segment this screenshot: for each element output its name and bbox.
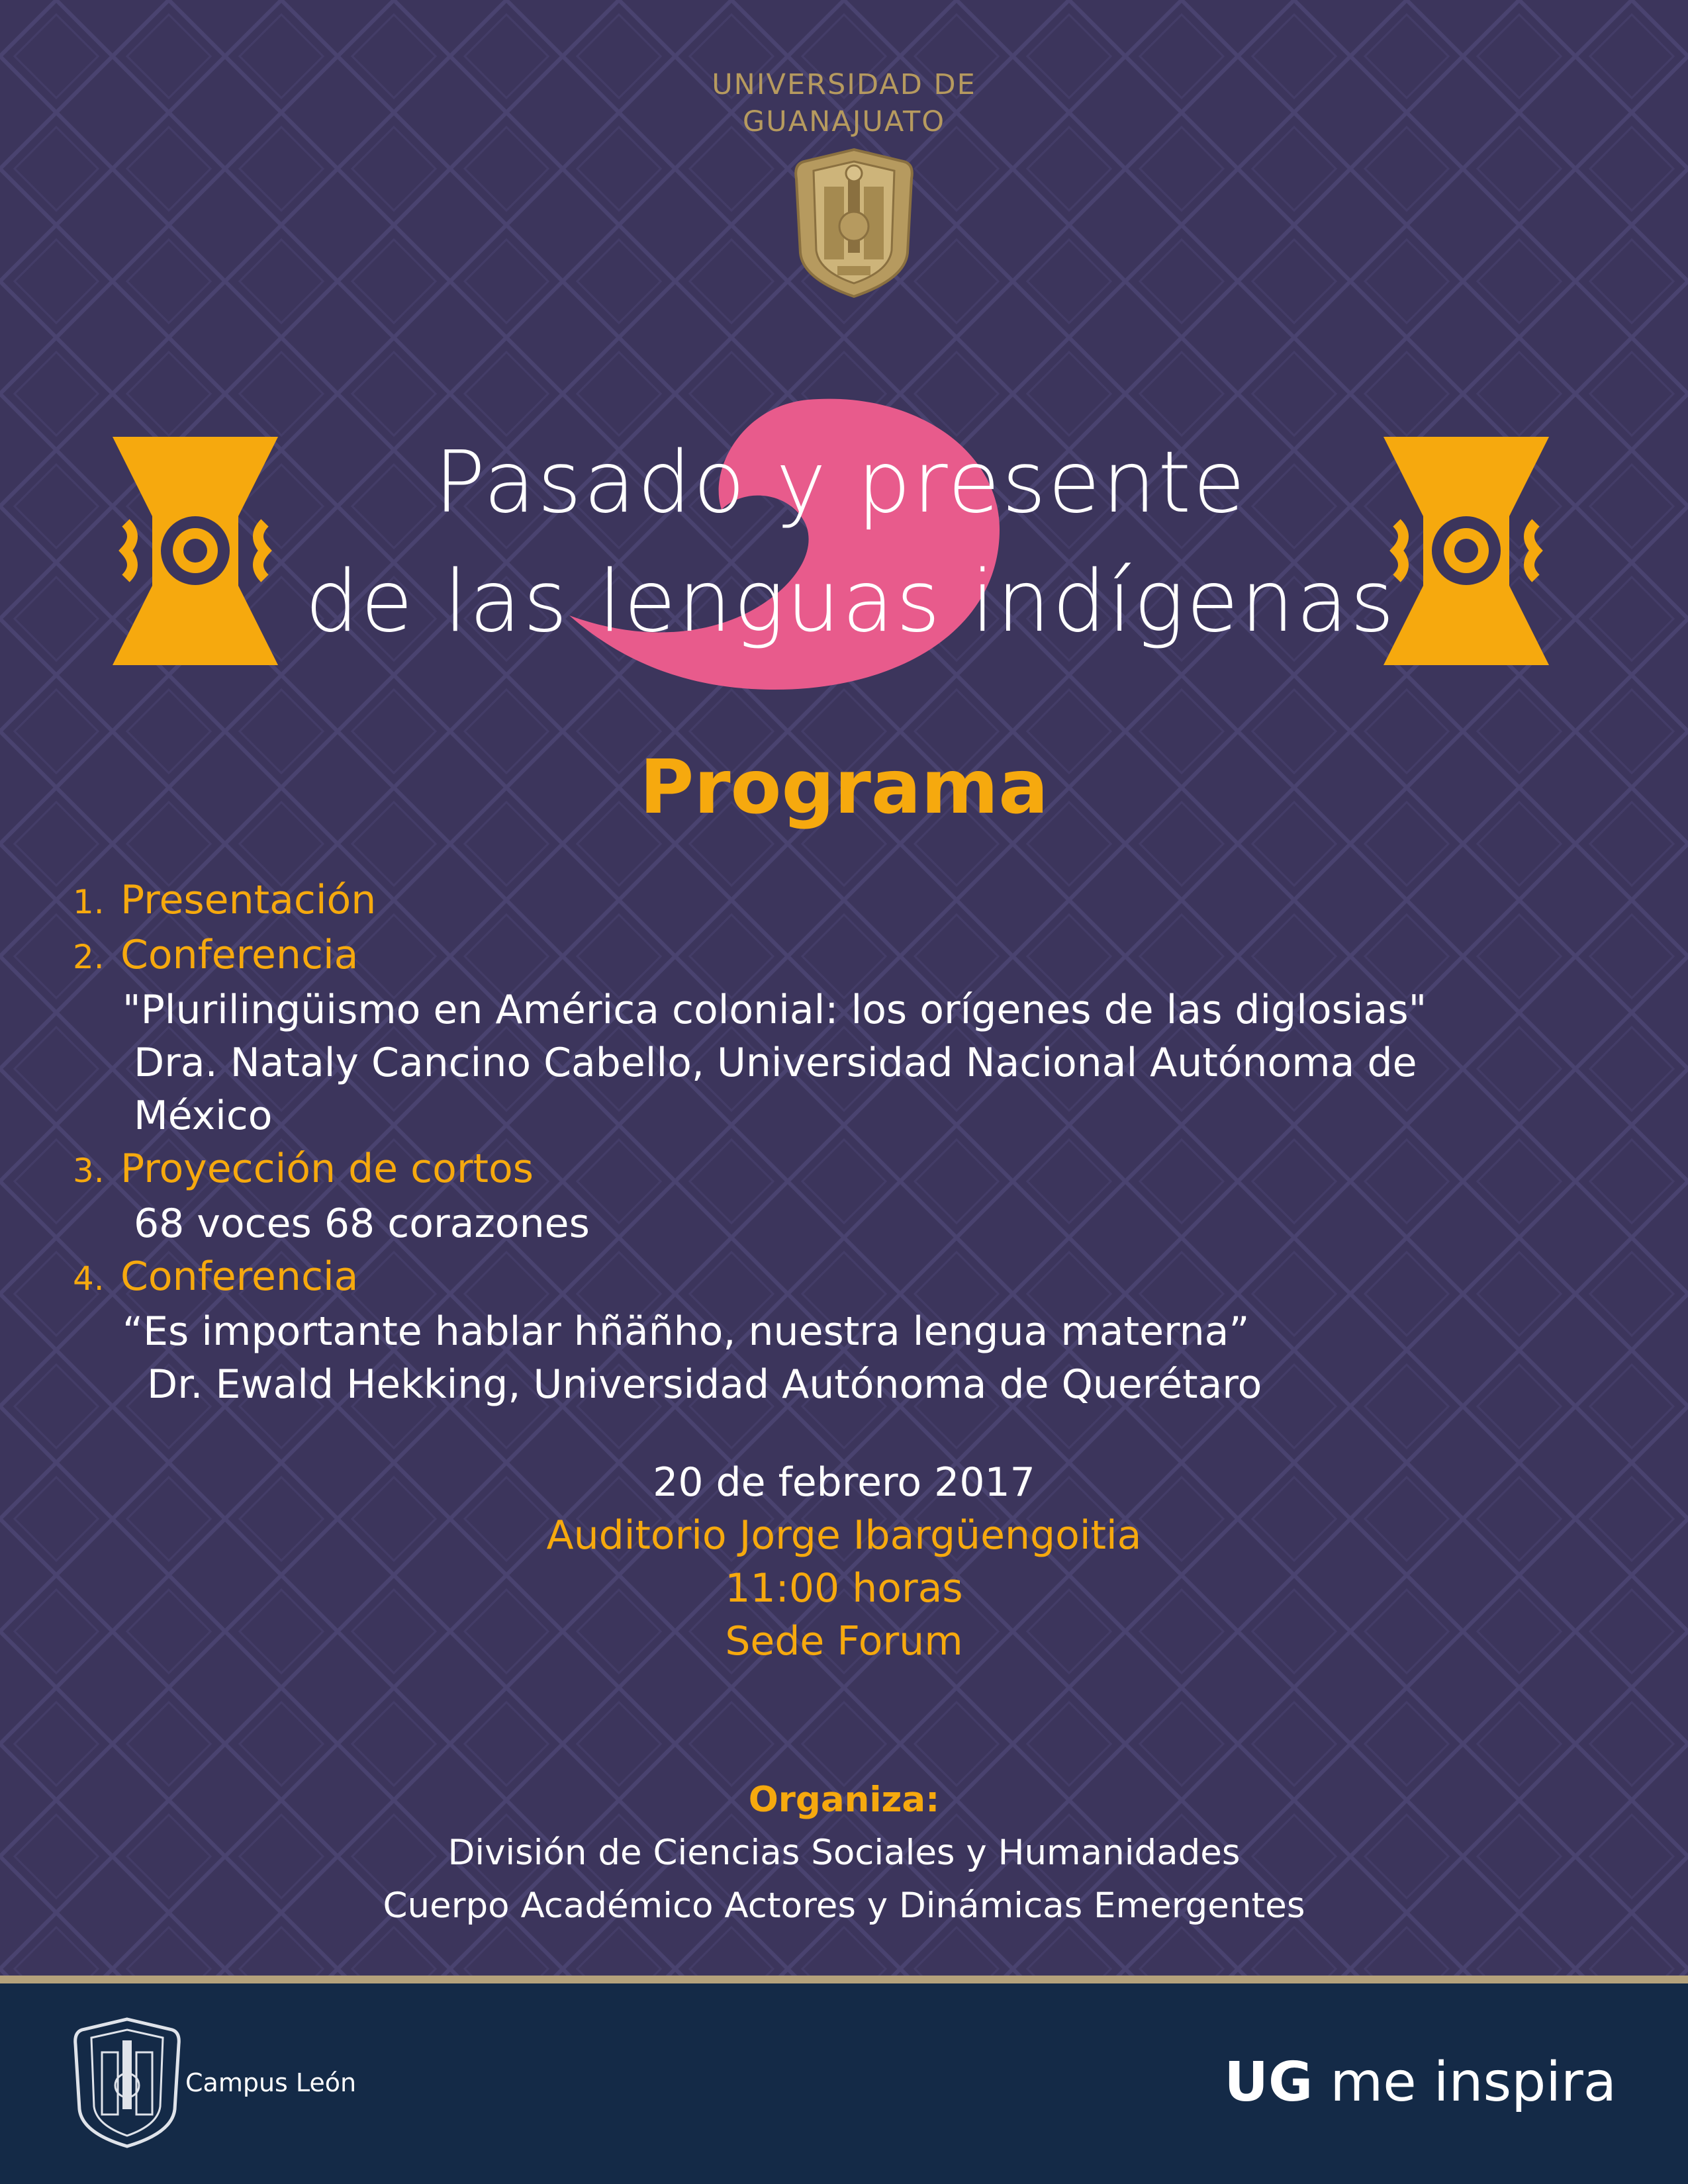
item-label: Conferencia <box>120 932 359 978</box>
program-item-4 <box>73 1250 1628 1305</box>
talk-title: “Es importante hablar hñäñho, nuestra lengua materna” <box>122 1308 1250 1355</box>
item-number: 4. <box>73 1259 105 1298</box>
slogan <box>1224 2050 1617 2116</box>
event-title <box>0 424 1688 662</box>
slogan-rest: me inspira <box>1313 2051 1617 2114</box>
event-title-line1: Pasado y presente <box>434 433 1247 532</box>
slogan-ug: UG <box>1224 2051 1313 2114</box>
university-name-line2: GUANAJUATO <box>742 105 946 138</box>
item-label: Presentación <box>120 877 377 923</box>
university-name <box>0 66 1688 140</box>
organizers-label: Organiza: <box>748 1780 940 1820</box>
event-site: Sede Forum <box>725 1618 963 1664</box>
organizer-line2: Cuerpo Académico Actores y Dinámicas Emergentes <box>383 1886 1305 1926</box>
speaker-line2: México <box>134 1093 273 1139</box>
program-item-2 <box>73 929 1628 983</box>
event-time: 11:00 horas <box>725 1565 963 1612</box>
footer-divider <box>0 1976 1688 1983</box>
item-number: 1. <box>73 883 105 921</box>
item-number: 2. <box>73 938 105 976</box>
campus-label: Campus León <box>185 2068 357 2097</box>
university-crest-icon <box>73 2017 182 2149</box>
event-title-line2: de las lenguas indígenas <box>305 553 1397 651</box>
talk-title: "Plurilingüismo en América colonial: los orígenes de las diglosias" <box>122 987 1427 1033</box>
university-crest-icon <box>791 147 917 299</box>
university-name-line1: UNIVERSIDAD DE <box>712 68 976 101</box>
event-details <box>0 1456 1688 1668</box>
programa-heading: Programa <box>639 745 1049 831</box>
organizer-line1: División de Ciencias Sociales y Humanidades <box>447 1833 1241 1873</box>
speaker: Dr. Ewald Hekking, Universidad Autónoma de Querétaro <box>147 1361 1262 1408</box>
event-venue: Auditorio Jorge Ibargüengoitia <box>546 1512 1142 1559</box>
item-label: Conferencia <box>120 1253 359 1300</box>
item-number: 3. <box>73 1152 105 1190</box>
item-label: Proyección de cortos <box>120 1146 534 1192</box>
screening-detail: 68 voces 68 corazones <box>134 1201 590 1247</box>
program-item-3 <box>73 1142 1628 1197</box>
program-list <box>73 874 1628 1411</box>
program-item-1 <box>73 874 1628 929</box>
event-date: 20 de febrero 2017 <box>653 1459 1035 1506</box>
organizers <box>0 1774 1688 1933</box>
footer <box>0 1983 1688 2184</box>
speaker-line1: Dra. Nataly Cancino Cabello, Universidad Nacional Autónoma de <box>134 1040 1417 1086</box>
